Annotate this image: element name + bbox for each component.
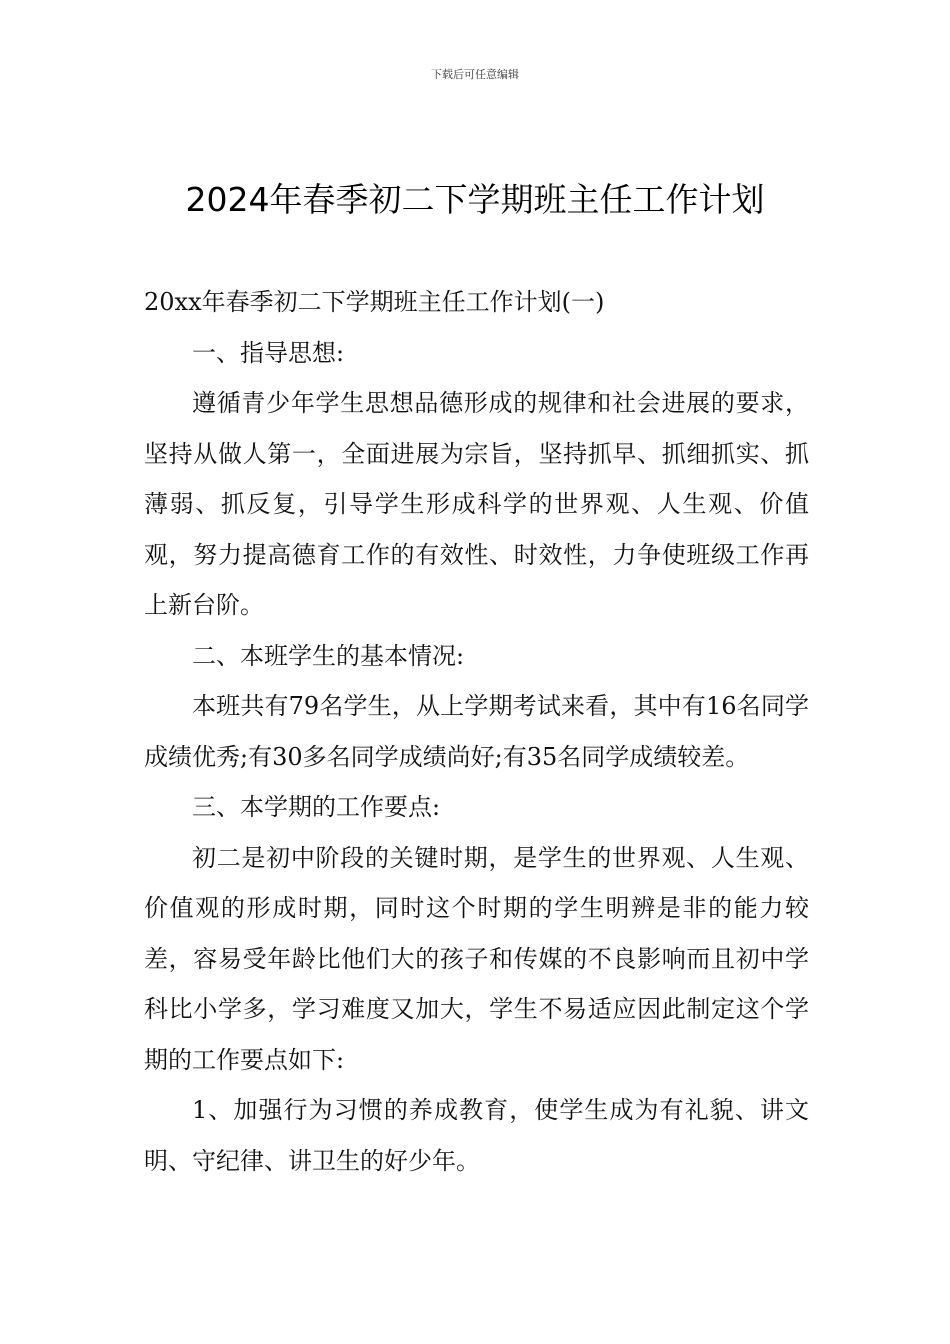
paragraph-work-points: 初二是初中阶段的关键时期，是学生的世界观、人生观、价值观的形成时期，同时这个时期的学生明辨是非的能力较差，容易受年龄比他们大的孩子和传媒的不良影响而且初中学科比小学多，学习难度又加大，学生不易适应因此制定这个学期的工作要点如下: xyxy=(144,843,809,1074)
section-heading-class-situation: 二、本班学生的基本情况: xyxy=(192,641,465,670)
section-heading-work-points: 三、本学期的工作要点: xyxy=(192,793,441,821)
document-body xyxy=(144,277,809,1186)
paragraph-guiding-thought: 遵循青少年学生思想品德形成的规律和社会进展的要求，坚持从做人第一，全面进展为宗旨，坚持抓早、抓细抓实、抓薄弱、抓反复，引导学生形成科学的世界观、人生观、价值观，努力提高德育工作的有效性、时效性，力争使班级工作再上新台阶。 xyxy=(144,389,809,619)
section-heading-guiding-thought: 一、指导思想: xyxy=(192,338,345,367)
header-note: 下载后可任意编辑 xyxy=(431,68,519,81)
list-item-1: 1、加强行为习惯的养成教育，使学生成为有礼貌、讲文明、守纪律、讲卫生的好少年。 xyxy=(144,1096,809,1175)
document-title: 2024年春季初二下学期班主任工作计划 xyxy=(185,180,765,219)
section-subtitle: 20xx年春季初二下学期班主任工作计划(一) xyxy=(144,288,605,316)
paragraph-class-situation: 本班共有79名学生，从上学期考试来看，其中有16名同学成绩优秀;有30多名同学成绩尚好;有35名同学成绩较差。 xyxy=(144,692,809,771)
